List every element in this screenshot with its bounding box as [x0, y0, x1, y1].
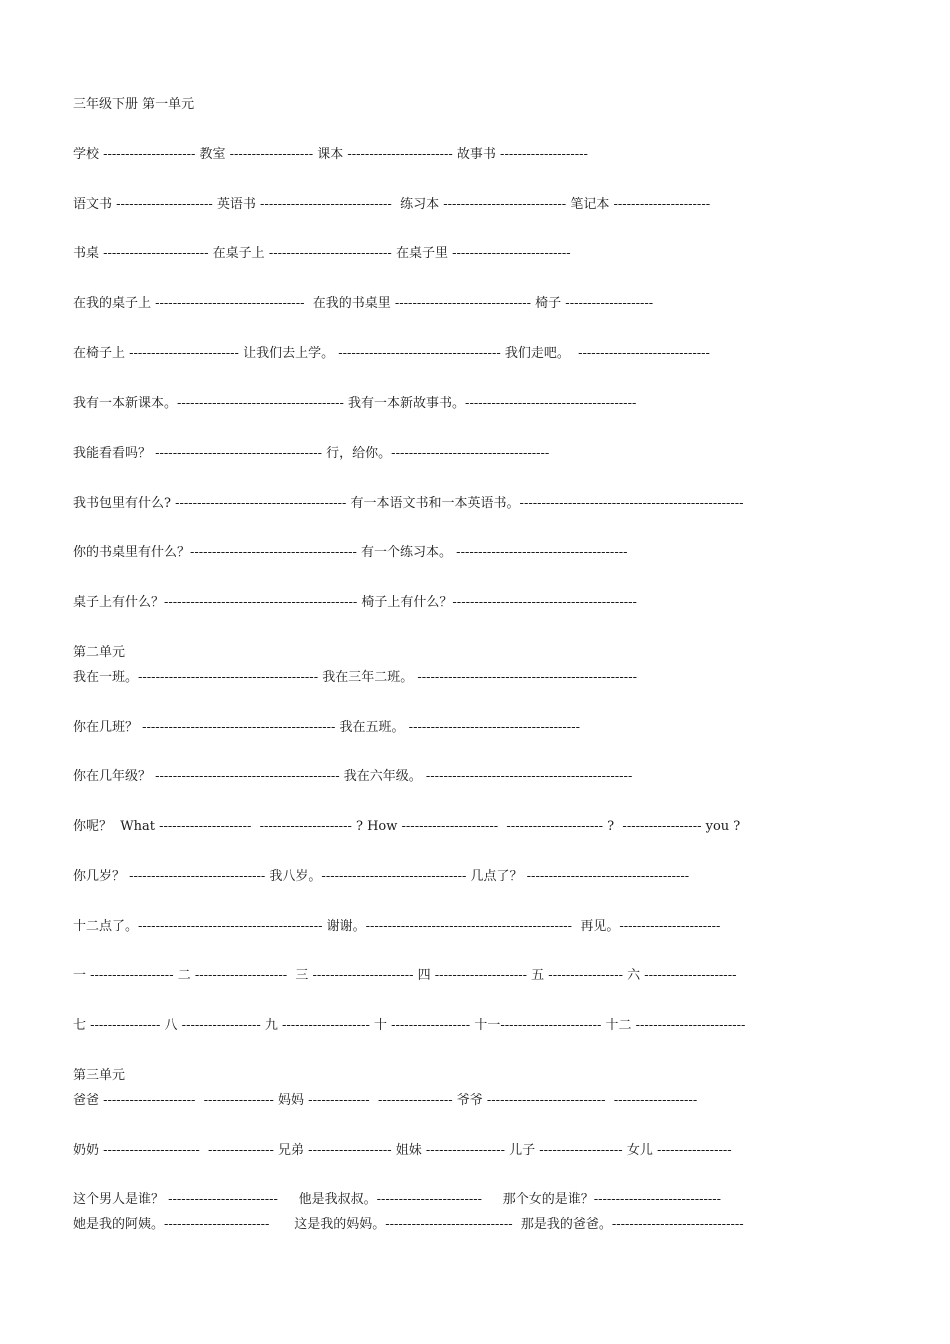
sentence-line: 你几岁？ ------------------------------- 我八岁。--------------------------------- 几点了？ ------------------------------------- — [73, 869, 690, 884]
heading-unit-1: 三年级下册 第一单元 — [73, 97, 195, 112]
sentence-line: 在椅子上 ------------------------- 让我们去上学。 ------------------------------------- 我们走吧。 ------------------------------ — [73, 346, 710, 361]
sentence-line: 我能看看吗？ -------------------------------------- 行，给你。------------------------------------ — [73, 446, 550, 461]
sentence-line: 我有一本新课本。-------------------------------------- 我有一本新故事书。--------------------------------------- — [73, 396, 637, 411]
sentence-line: 你在几年级？ ------------------------------------------ 我在六年级。 ----------------------------------------------- — [73, 769, 633, 784]
sentence-line: 我书包里有什么? --------------------------------------- 有一本语文书和一本英语书。--------------------------------------------------- — [73, 496, 744, 511]
sentence-line: 十二点了。------------------------------------------ 谢谢。----------------------------------------------- 再见。----------------------- — [73, 919, 721, 934]
sentence-line: 这个男人是谁？ ------------------------- 他是我叔叔。------------------------ 那个女的是谁？----------------------------- — [73, 1192, 722, 1207]
sentence-line: 你在几班？ -------------------------------------------- 我在五班。 --------------------------------------- — [73, 720, 580, 735]
heading-unit-2: 第二单元 — [73, 645, 126, 660]
sentence-line: 我在一班。----------------------------------------- 我在三年二班。 -------------------------------------------------- — [73, 670, 637, 685]
sentence-line: 你的书桌里有什么？-------------------------------------- 有一个练习本。 --------------------------------------- — [73, 545, 628, 560]
sentence-line: 桌子上有什么？-------------------------------------------- 椅子上有什么？------------------------------------------ — [73, 595, 637, 610]
sentence-line: 她是我的阿姨。------------------------ 这是我的妈妈。----------------------------- 那是我的爸爸。------------------------------ — [73, 1217, 744, 1232]
vocab-line: 书桌 ------------------------ 在桌子上 ---------------------------- 在桌子里 --------------------------- — [73, 246, 571, 261]
numbers-line: 一 ------------------- 二 --------------------- 三 ----------------------- 四 --------------------- 五 ----------------- 六 --------------------- — [73, 968, 737, 983]
vocab-line: 语文书 ---------------------- 英语书 ------------------------------ 练习本 ---------------------------- 笔记本 ---------------------- — [73, 197, 711, 212]
vocab-line: 奶奶 ---------------------- --------------- 兄弟 ------------------- 姐妹 ------------------ 儿子 ------------------- 女儿 ----------------- — [73, 1143, 732, 1158]
vocab-line: 在我的桌子上 ---------------------------------- 在我的书桌里 ------------------------------- 椅子 -------------------- — [73, 296, 654, 311]
vocab-line: 爸爸 --------------------- ---------------- 妈妈 -------------- ----------------- 爷爷 --------------------------- ------------------- — [73, 1093, 698, 1108]
sentence-line: 你呢？ What --------------------- --------------------- ? How ---------------------- ---------------------- ? ------------------ you ? — [73, 819, 741, 834]
vocab-line: 学校 --------------------- 教室 ------------------- 课本 ------------------------ 故事书 -------------------- — [73, 147, 588, 162]
heading-unit-3: 第三单元 — [73, 1068, 126, 1083]
numbers-line: 七 ---------------- 八 ------------------ 九 -------------------- 十 ------------------ 十一----------------------- 十二 ------------------------- — [73, 1018, 746, 1033]
